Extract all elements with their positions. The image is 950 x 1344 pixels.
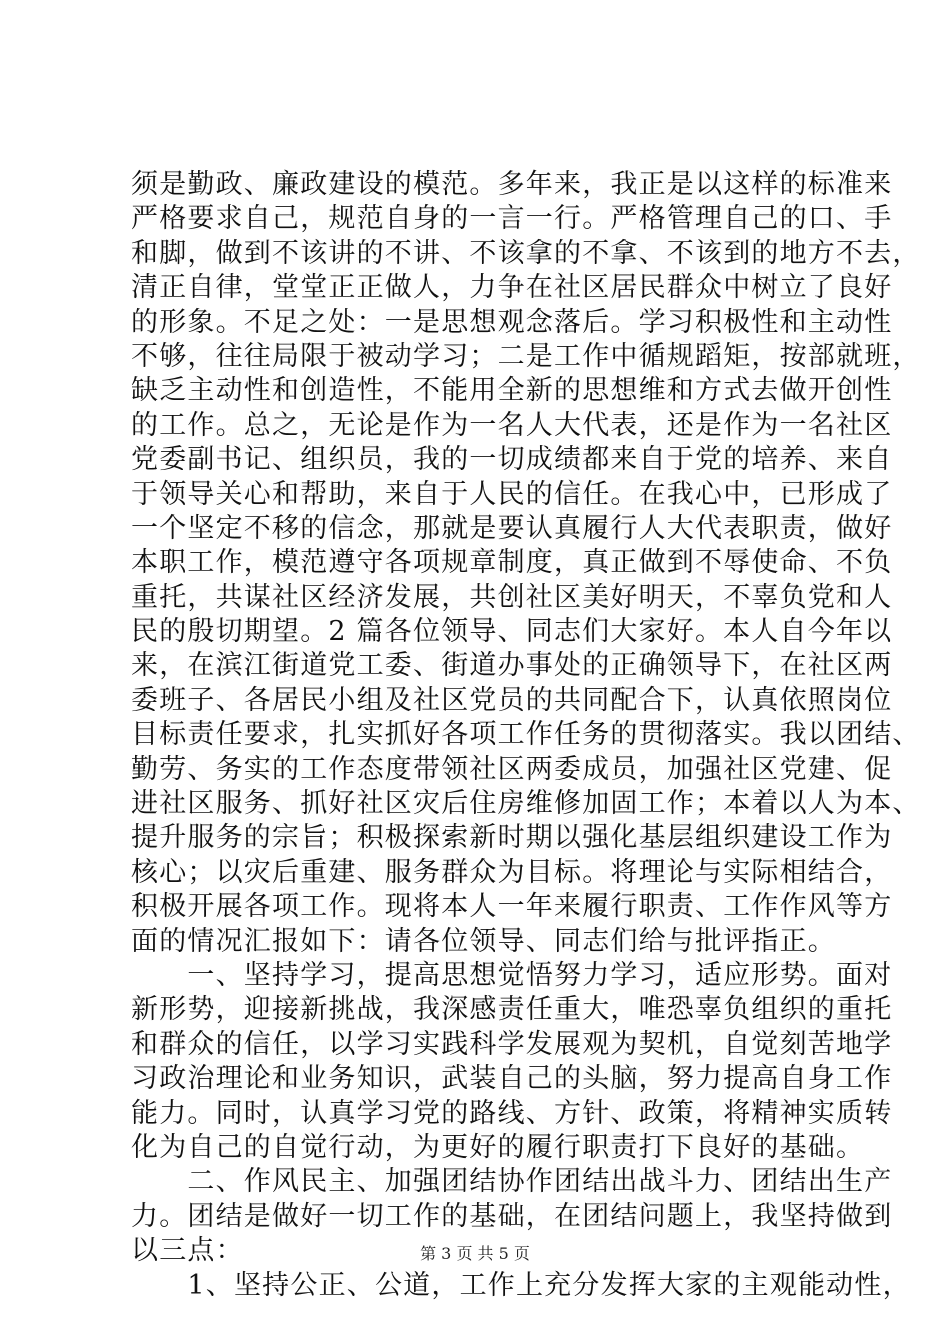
- text-line: 力。团结是做好一切工作的基础，在团结问题上，我坚持做到: [131, 1200, 893, 1232]
- text-line: 习政治理论和业务知识，武装自己的头脑，努力提高自身工作: [131, 1063, 893, 1095]
- text-line: 缺乏主动性和创造性，不能用全新的思想维和方式去做开创性: [131, 375, 893, 407]
- text-line: 积极开展各项工作。现将本人一年来履行职责、工作作风等方: [131, 891, 893, 923]
- text-line: 党委副书记、组织员，我的一切成绩都来自于党的培养、来自: [131, 444, 893, 476]
- text-line: 能力。同时，认真学习党的路线、方针、政策，将精神实质转: [131, 1097, 893, 1129]
- text-line: 严格要求自己，规范自身的一言一行。严格管理自己的口、手: [131, 203, 893, 235]
- text-line: 核心；以灾后重建、服务群众为目标。将理论与实际相结合，: [131, 856, 893, 888]
- text-line: 的形象。不足之处：一是思想观念落后。学习积极性和主动性: [131, 306, 893, 338]
- text-line: 以三点：: [131, 1235, 244, 1267]
- body-text: [131, 168, 921, 1303]
- text-line: 和群众的信任，以学习实践科学发展观为契机，自觉刻苦地学: [131, 1028, 893, 1060]
- text-line: 于领导关心和帮助，来自于人民的信任。在我心中，已形成了: [131, 478, 893, 510]
- text-line: 重托，共谋社区经济发展，共创社区美好明天，不辜负党和人: [131, 581, 893, 613]
- page-footer: 第 3 页 共 5 页: [420, 1244, 530, 1263]
- text-line: 面的情况汇报如下：请各位领导、同志们给与批评指正。: [131, 925, 836, 957]
- text-line: 进社区服务、抓好社区灾后住房维修加固工作；本着以人为本、: [131, 788, 921, 820]
- text-line: 勤劳、务实的工作态度带领社区两委成员，加强社区党建、促: [131, 753, 893, 785]
- text-line: 一个坚定不移的信念，那就是要认真履行人大代表职责，做好: [131, 512, 893, 544]
- text-line: 1、坚持公正、公道，工作上充分发挥大家的主观能动性，: [131, 1269, 911, 1301]
- text-line: 的工作。总之，无论是作为一名人大代表，还是作为一名社区: [131, 409, 893, 441]
- text-line: 目标责任要求，扎实抓好各项工作任务的贯彻落实。我以团结、: [131, 719, 921, 751]
- text-line: 清正自律，堂堂正正做人，力争在社区居民群众中树立了良好: [131, 272, 893, 304]
- text-line: 新形势，迎接新挑战，我深感责任重大，唯恐辜负组织的重托: [131, 994, 893, 1026]
- text-line: 本职工作，模范遵守各项规章制度，真正做到不辱使命、不负: [131, 547, 893, 579]
- text-line: 民的殷切期望。2 篇各位领导、同志们大家好。本人自今年以: [131, 616, 893, 648]
- text-line: 提升服务的宗旨；积极探索新时期以强化基层组织建设工作为: [131, 822, 893, 854]
- text-line: 一、坚持学习，提高思想觉悟努力学习，适应形势。面对: [131, 959, 893, 991]
- text-line: 委班子、各居民小组及社区党员的共同配合下，认真依照岗位: [131, 684, 893, 716]
- text-line: 二、作风民主、加强团结协作团结出战斗力、团结出生产: [131, 1166, 893, 1198]
- text-line: 来，在滨江街道党工委、街道办事处的正确领导下，在社区两: [131, 650, 893, 682]
- text-line: 和脚，做到不该讲的不讲、不该拿的不拿、不该到的地方不去，: [131, 237, 921, 269]
- text-line: 须是勤政、廉政建设的模范。多年来，我正是以这样的标准来: [131, 169, 893, 200]
- text-line: 不够，往往局限于被动学习；二是工作中循规蹈矩，按部就班，: [131, 340, 921, 372]
- text-line: 化为自己的自觉行动，为更好的履行职责打下良好的基础。: [131, 1131, 865, 1163]
